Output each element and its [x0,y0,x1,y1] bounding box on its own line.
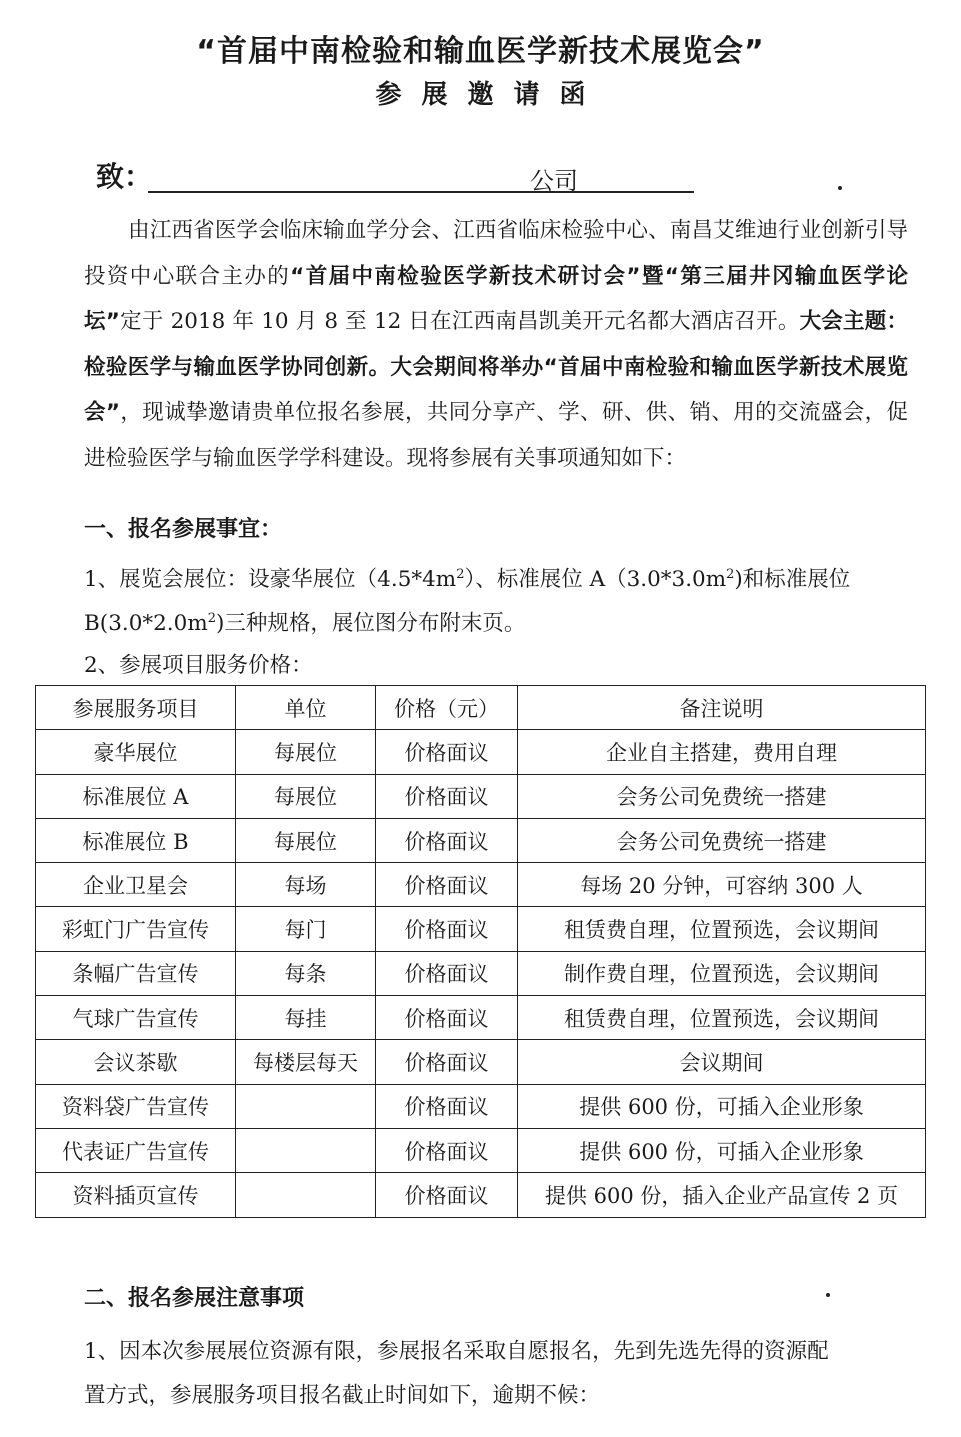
booth-spec-line-1 [84,562,850,593]
table-cell: 价格面议 [376,1173,518,1217]
table-row [36,818,926,862]
notice-line-1: 1、因本次参展展位资源有限，参展报名采取自愿报名，先到先选先得的资源配 [84,1339,829,1364]
superscript: 2 [456,566,465,582]
table-cell: 租赁费自理，位置预选，会议期间 [518,907,926,951]
table-cell: 会务公司免费统一搭建 [518,774,926,818]
table-cell: 每场 20 分钟，可容纳 300 人 [518,863,926,907]
table-cell [236,1084,376,1128]
conference-theme: 大会主题：检验医学与输血医学协同创新。大会期间将举办“首届中南检验和输血医学新技术展览会” [84,309,908,425]
table-cell [236,1128,376,1172]
table-row [36,907,926,951]
table-cell: 标准展位 A [36,774,236,818]
recipient-line [96,155,616,195]
table-cell: 价格面议 [376,863,518,907]
table-cell: 资料袋广告宣传 [36,1084,236,1128]
scan-dot [826,1293,830,1297]
table-row [36,1040,926,1084]
table-row [36,863,926,907]
table-cell: 企业自主搭建，费用自理 [518,730,926,774]
table-cell: 租赁费自理，位置预选，会议期间 [518,996,926,1040]
table-cell: 价格面议 [376,818,518,862]
intro-text-3: ，现诚挚邀请贵单位报名参展，共同分享产、学、研、供、销、用的交流盛会，促进检验医学与输血医学学科建设。现将参展有关事项通知如下： [84,400,908,471]
section-1-heading: 一、报名参展事宜： [84,517,283,542]
table-cell: 会议茶歇 [36,1040,236,1084]
table-cell: 每展位 [236,730,376,774]
table-cell: 每场 [236,863,376,907]
table-cell: 每楼层每天 [236,1040,376,1084]
table-row [36,1084,926,1128]
table-cell: 彩虹门广告宣传 [36,907,236,951]
recipient-underline [148,191,694,193]
table-cell: 每挂 [236,996,376,1040]
table-cell: 标准展位 B [36,818,236,862]
table-row [36,996,926,1040]
table-cell: 提供 600 份，可插入企业形象 [518,1128,926,1172]
table-cell: 代表证广告宣传 [36,1128,236,1172]
booth-spec-text-b: ）、标准展位 A（3.0*3.0m [464,567,727,592]
table-cell: 气球广告宣传 [36,996,236,1040]
service-price-table [35,685,926,1218]
recipient-company-label: 公司 [530,167,578,195]
table-cell: 提供 600 份，插入企业产品宣传 2 页 [518,1173,926,1217]
seminar-name: “首届中南检验医学新技术研讨会”暨“第三届井冈输血医学论坛” [84,263,908,334]
table-cell: 价格面议 [376,951,518,995]
booth-spec-text-a: 1、展览会展位：设豪华展位（4.5*4m [84,567,457,592]
booth-spec-line-2 [84,606,525,637]
table-cell: 价格面议 [376,1128,518,1172]
table-cell: 提供 600 份，可插入企业形象 [518,1084,926,1128]
table-cell: 每门 [236,907,376,951]
table-cell: 豪华展位 [36,730,236,774]
scan-dot [838,186,842,190]
table-cell: 每条 [236,951,376,995]
booth-spec-text-c: )和标准展位 [734,567,851,592]
table-cell: 资料插页宣传 [36,1173,236,1217]
booth-spec-text-e: )三种规格，展位图分布附末页。 [216,611,526,636]
recipient-label: 致： [96,160,153,193]
table-cell: 价格面议 [376,1040,518,1084]
header-cell: 备注说明 [518,686,926,730]
intro-paragraph [84,208,908,481]
table-header-row [36,686,926,730]
table-row [36,1173,926,1217]
table-cell: 价格面议 [376,907,518,951]
header-cell: 单位 [236,686,376,730]
table-cell: 会议期间 [518,1040,926,1084]
table-cell: 每展位 [236,818,376,862]
table-cell: 价格面议 [376,774,518,818]
table-cell: 条幅广告宣传 [36,951,236,995]
intro-text-1: 由江西省医学会临床输血学分会、江西省临床检验中心、南昌艾维迪行业创新引导投资中心联合主办的 [84,218,908,289]
intro-text-2: 定于 2018 年 10 月 8 至 12 日在江西南昌凯美开元名都大酒店召开。 [119,309,800,334]
table-row [36,951,926,995]
table-cell: 价格面议 [376,730,518,774]
header-cell: 价格（元） [376,686,518,730]
superscript: 2 [207,610,216,626]
table-cell [236,1173,376,1217]
notice-line-2: 置方式，参展服务项目报名截止时间如下，逾期不候： [84,1383,601,1408]
document-subtitle: 参展邀请函 [375,80,606,110]
table-row [36,774,926,818]
table-cell: 企业卫星会 [36,863,236,907]
document-title: “首届中南检验和输血医学新技术展览会” [196,34,765,69]
superscript: 2 [726,566,735,582]
table-cell: 价格面议 [376,996,518,1040]
table-row [36,1128,926,1172]
section-2-heading: 二、报名参展注意事项 [84,1286,305,1311]
price-list-intro: 2、参展项目服务价格： [84,653,313,678]
header-cell: 参展服务项目 [36,686,236,730]
table-cell: 会务公司免费统一搭建 [518,818,926,862]
table-row [36,730,926,774]
table-cell: 价格面议 [376,1084,518,1128]
table-cell: 每展位 [236,774,376,818]
booth-spec-text-d: B(3.0*2.0m [84,611,208,636]
table-cell: 制作费自理，位置预选，会议期间 [518,951,926,995]
